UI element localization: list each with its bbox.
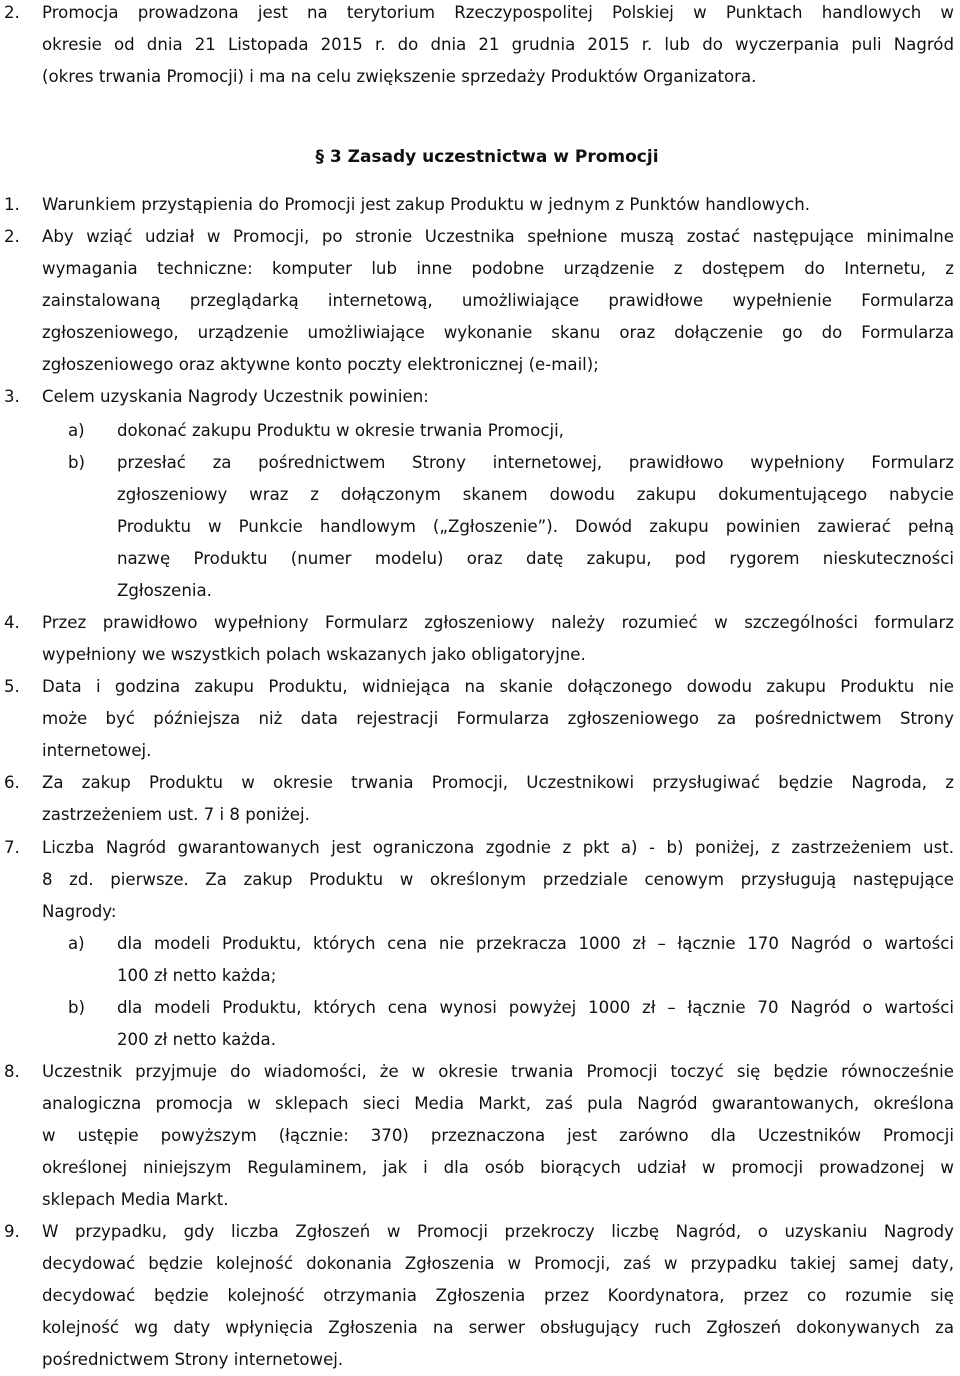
item-text: internetowej. (42, 741, 152, 760)
section-heading (0, 141, 960, 173)
sub-item-line (0, 543, 960, 575)
list-item (0, 767, 960, 799)
item-line (0, 896, 960, 928)
item-line (0, 1088, 960, 1120)
item-number: 5. (4, 677, 20, 696)
sub-item-line (0, 511, 960, 543)
item-text: Przez prawidłowo wypełniony Formularz zgłoszeniowy należy rozumieć w szczególności formularz (42, 613, 954, 632)
intro-line (0, 29, 960, 61)
sub-item (0, 928, 960, 960)
sub-item-text: przesłać za pośrednictwem Strony internetowej, prawidłowo wypełniony Formularz (117, 453, 954, 472)
item-text: może być późniejsza niż data rejestracji Formularza zgłoszeniowego za pośrednictwem Strony (42, 709, 954, 728)
item-text: wypełniony we wszystkich polach wskazanych jako obligatoryjne. (42, 645, 586, 664)
sub-item-line (0, 479, 960, 511)
list-item (0, 189, 960, 221)
item-line (0, 1152, 960, 1184)
item-number: 6. (4, 773, 20, 792)
sub-item-text: Zgłoszenia. (117, 581, 212, 600)
sub-item-text: 200 zł netto każda. (117, 1030, 276, 1049)
item-text: Za zakup Produktu w okresie trwania Promocji, Uczestnikowi przysługiwać będzie Nagroda, z (42, 773, 954, 792)
intro-text: (okres trwania Promocji) i ma na celu zwiększenie sprzedaży Produktów Organizatora. (42, 67, 757, 86)
sub-item-text: dla modeli Produktu, których cena wynosi powyżej 1000 zł – łącznie 70 Nagród o wartości (117, 998, 954, 1017)
item-text: decydować będzie kolejność dokonania Zgłoszenia w Promocji, zaś w przypadku takiej samej daty, (42, 1254, 954, 1273)
sub-item-label: a) (68, 934, 85, 953)
sub-item (0, 447, 960, 479)
list-item (0, 832, 960, 864)
item-line (0, 1344, 960, 1376)
sub-item-text: dla modeli Produktu, których cena nie przekracza 1000 zł – łącznie 170 Nagród o wartości (117, 934, 954, 953)
item-text: określonej niniejszym Regulaminem, jak i dla osób biorących udział w promocji prowadzonej w (42, 1158, 954, 1177)
item-line (0, 1280, 960, 1312)
intro-text: Promocja prowadzona jest na terytorium Rzeczypospolitej Polskiej w Punktach handlowych w (42, 3, 954, 22)
sub-item-line (0, 960, 960, 992)
item-text: sklepach Media Markt. (42, 1190, 229, 1209)
item-text: Nagrody: (42, 902, 117, 921)
item-text: zgłoszeniowego, urządzenie umożliwiające wykonanie skanu oraz dołączenie go do Formularza (42, 323, 954, 342)
item-line (0, 735, 960, 767)
list-item (0, 607, 960, 639)
sub-item-text: 100 zł netto każda; (117, 966, 277, 985)
item-text: pośrednictwem Strony internetowej. (42, 1350, 344, 1369)
sub-item (0, 992, 960, 1024)
intro-line (0, 61, 960, 93)
item-line (0, 285, 960, 317)
item-text: Celem uzyskania Nagrody Uczestnik powinien: (42, 387, 429, 406)
item-line (0, 799, 960, 831)
item-text: 8 zd. pierwsze. Za zakup Produktu w określonym przedziale cenowym przysługują następujące (42, 870, 954, 889)
section-title: § 3 Zasady uczestnictwa w Promocji (315, 147, 659, 167)
item-text: zainstalowaną przeglądarką internetową, umożliwiające prawidłowe wypełnienie Formularza (42, 291, 954, 310)
item-line (0, 349, 960, 381)
list-item (0, 671, 960, 703)
item-number: 4. (4, 613, 20, 632)
item-number: 3. (4, 387, 20, 406)
sub-item-line (0, 1024, 960, 1056)
item-text: wymagania techniczne: komputer lub inne podobne urządzenie z dostępem do Internetu, z (42, 259, 954, 278)
sub-item-line (0, 575, 960, 607)
item-line (0, 1248, 960, 1280)
item-text: kolejność wg daty wpłynięcia Zgłoszenia na serwer obsługujący ruch Zgłoszeń dokonywanych za (42, 1318, 954, 1337)
item-text: Aby wziąć udział w Promocji, po stronie Uczestnika spełnione muszą zostać następujące minimalne (42, 227, 954, 246)
item-line (0, 864, 960, 896)
item-text: zastrzeżeniem ust. 7 i 8 poniżej. (42, 805, 310, 824)
sub-item-text: dokonać zakupu Produktu w okresie trwania Promocji, (117, 421, 564, 440)
sub-item-text: Produktu w Punkcie handlowym („Zgłoszenie”). Dowód zakupu powinien zawierać pełną (117, 517, 954, 536)
item-line (0, 253, 960, 285)
item-text: Liczba Nagród gwarantowanych jest ograniczona zgodnie z pkt a) - b) poniżej, z zastrzeżeniem ust. (42, 838, 954, 857)
item-number: 9. (4, 1222, 20, 1241)
item-text: w ustępie powyższym (łącznie: 370) przeznaczona jest zarówno dla Uczestników Promocji (42, 1126, 954, 1145)
list-item (0, 381, 960, 413)
intro-text: okresie od dnia 21 Listopada 2015 r. do dnia 21 grudnia 2015 r. lub do wyczerpania puli Nagród (42, 35, 954, 54)
intro-line (0, 0, 960, 29)
sub-item-text: zgłoszeniowy wraz z dołączonym skanem dowodu zakupu dokumentującego nabycie (117, 485, 954, 504)
item-line (0, 703, 960, 735)
sub-item-label: b) (68, 998, 86, 1017)
item-text: W przypadku, gdy liczba Zgłoszeń w Promocji przekroczy liczbę Nagród, o uzyskaniu Nagrody (42, 1222, 954, 1241)
item-text: Data i godzina zakupu Produktu, widniejąca na skanie dołączonego dowodu zakupu Produktu nie (42, 677, 954, 696)
item-line (0, 1312, 960, 1344)
item-number: 1. (4, 195, 20, 214)
item-text: analogiczna promocja w sklepach sieci Media Markt, zaś pula Nagród gwarantowanych, określona (42, 1094, 954, 1113)
item-number: 8. (4, 1062, 20, 1081)
item-number: 2. (4, 227, 20, 246)
item-text: zgłoszeniowego oraz aktywne konto poczty elektronicznej (e-mail); (42, 355, 599, 374)
item-text: Warunkiem przystąpienia do Promocji jest zakup Produktu w jednym z Punktów handlowych. (42, 195, 811, 214)
sub-item (0, 415, 960, 447)
item-line (0, 1120, 960, 1152)
item-text: decydować będzie kolejność otrzymania Zgłoszenia przez Koordynatora, przez co rozumie się (42, 1286, 954, 1305)
list-item (0, 1056, 960, 1088)
item-number: 7. (4, 838, 20, 857)
sub-item-label: a) (68, 421, 85, 440)
sub-item-label: b) (68, 453, 86, 472)
list-item (0, 221, 960, 253)
item-line (0, 639, 960, 671)
item-line (0, 317, 960, 349)
sub-item-text: nazwę Produktu (numer modelu) oraz datę zakupu, pod rygorem nieskuteczności (117, 549, 954, 568)
item-line (0, 1184, 960, 1216)
intro-number: 2. (4, 3, 20, 22)
list-item (0, 1216, 960, 1248)
item-text: Uczestnik przyjmuje do wiadomości, że w okresie trwania Promocji toczyć się będzie równocześnie (42, 1062, 954, 1081)
